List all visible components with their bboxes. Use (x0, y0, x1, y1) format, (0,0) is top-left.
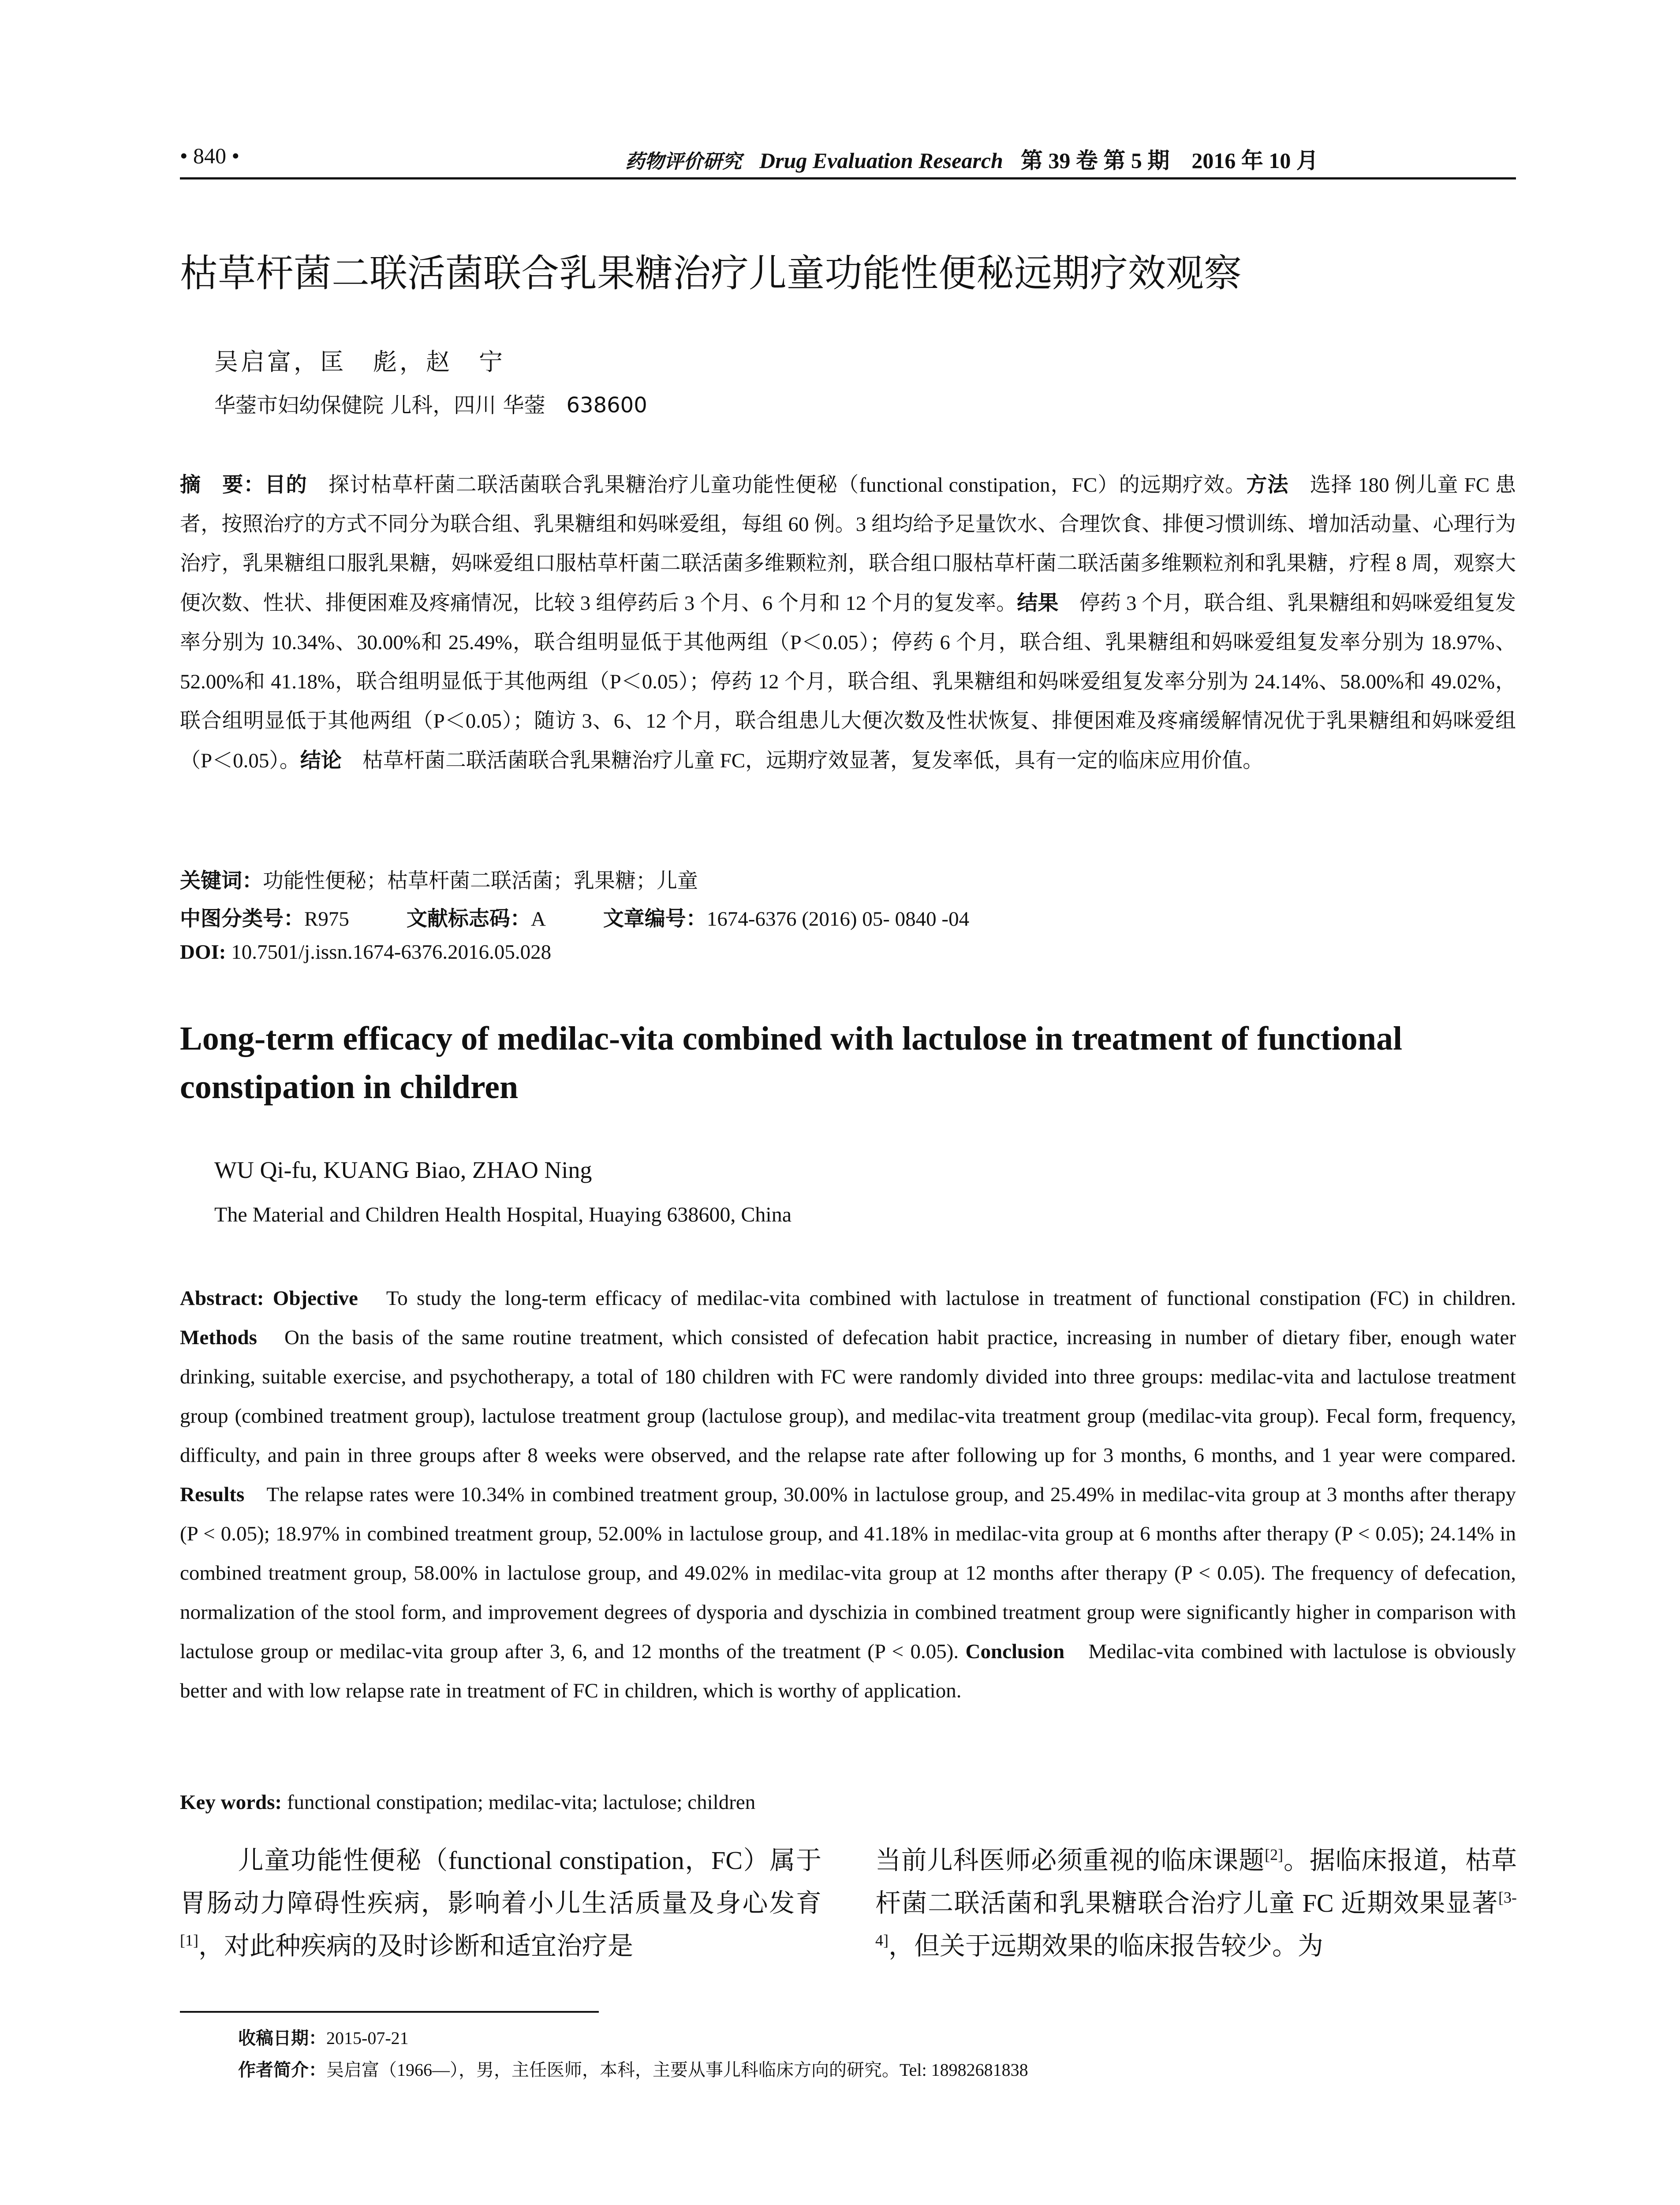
body-right-text-a: 当前儿科医师必须重视的临床课题 (875, 1846, 1265, 1875)
en-objective-text: To study the long-term efficacy of medilac-vita combined with lactulose in treatment of functional constipation (FC) in children. (358, 1287, 1516, 1310)
cn-methods-text: 选择 180 例儿童 FC 患者，按照治疗的方式不同分为联合组、乳果糖组和妈咪爱组，每组 60 例。3 组均给予足量饮水、合理饮食、排便习惯训练、增加活动量、心理行为治疗，乳果糖组口服乳果糖，妈咪爱组口服枯草杆菌二联活菌多维颗粒剂，联合组口服枯草杆菌二联活菌多维颗粒剂和乳果糖，疗程 8 周，观察大便次数、性状、排便困难及疼痛情况，比较 3 组停药后 3 个月、6 个月和 12 个月的复发率。 (180, 474, 1516, 615)
footnote-received (238, 2024, 409, 2049)
en-objective-label: Objective (273, 1287, 358, 1310)
cn-affiliation: 华蓥市妇幼保健院 儿科，四川 华蓥 638600 (214, 393, 647, 418)
cn-methods-label: 方法 (1246, 473, 1289, 497)
en-results-label: Results (180, 1483, 245, 1506)
doc-code-value: A (530, 908, 546, 931)
cn-classification (180, 902, 1516, 932)
running-header (180, 140, 1516, 175)
doi-link[interactable]: 10.7501/j.issn.1674-6376.2016.05.028 (226, 941, 552, 964)
citation-3-4[interactable]: [3-4] (875, 1888, 1517, 1949)
author-label: 作者简介： (238, 2060, 326, 2080)
author-value: 吴启富（1966—），男，主任医师，本科，主要从事儿科临床方向的研究。Tel: 18982681838 (326, 2060, 1028, 2080)
en-keywords-label: Key words: (180, 1791, 282, 1814)
cn-keywords (180, 864, 1516, 894)
cn-title: 枯草杆菌二联活菌联合乳果糖治疗儿童功能性便秘远期疗效观察 (180, 251, 1242, 295)
en-results-text: The relapse rates were 10.34% in combined treatment group, 30.00% in lactulose group, and 25.49% in medilac-vita group at 3 months after therapy (P < 0.05); 18.97% in combined treatment group, 52.00% in lactulose group, and 41.18% in medilac-vita group at 6 months after therapy (P < 0.05); 24.14% in combined treatment group, 58.00% in lactulose group, and 49.02% in medilac-vita group at 12 months after therapy (P < 0.05). The frequency of defecation, normalization of the stool form, and improvement degrees of dysporia and dyschizia in combined treatment group were significantly higher in comparison with lactulose group or medilac-vita group after 3, 6, and 12 months of the treatment (P < 0.05). (180, 1483, 1516, 1663)
cn-authors: 吴启富，匡 彪，赵 宁 (214, 349, 505, 375)
journal-cn-logo: 药物评价研究 (625, 150, 742, 173)
citation-1[interactable]: [1] (180, 1931, 198, 1949)
en-abstract (180, 1279, 1516, 1711)
body-right-text-c: ，但关于远期效果的临床报告较少。为 (889, 1932, 1324, 1960)
article-number-label: 文章编号： (603, 907, 707, 931)
journal-en-name: Drug Evaluation Research (759, 148, 1003, 173)
clc-label: 中图分类号： (180, 907, 304, 931)
en-methods-text: On the basis of the same routine treatment, which consisted of defecation habit practice, increasing in number of dietary fiber, enough water drinking, suitable exercise, and psychotherapy, a total of 180 children with FC were randomly divided into three groups: medilac-vita and lactulose treatment group (combined treatment group), lactulose treatment group (lactulose group), and medilac-vita treatment group (medilac-vita group). Fecal form, frequency, difficulty, and pain in three groups after 8 weeks were observed, and the relapse rate after following up for 3 months, 6 months, and 1 year were compared. (180, 1326, 1516, 1467)
en-keywords-value: functional constipation; medilac-vita; lactulose; children (282, 1791, 756, 1814)
body-column-left (180, 1839, 821, 1967)
en-conclusion-label: Conclusion (965, 1640, 1065, 1663)
body-column-right (875, 1839, 1517, 1967)
cn-results-label: 结果 (1017, 591, 1059, 615)
cn-keywords-value: 功能性便秘；枯草杆菌二联活菌；乳果糖；儿童 (263, 870, 698, 893)
received-label: 收稿日期： (238, 2028, 326, 2048)
received-value: 2015-07-21 (326, 2028, 409, 2048)
en-keywords (180, 1790, 1516, 1814)
cn-abstract-label: 摘 要： (180, 473, 265, 497)
body-left-text-b: ，对此种疾病的及时诊断和适宜治疗是 (198, 1932, 633, 1960)
cn-results-text: 停药 3 个月，联合组、乳果糖组和妈咪爱组复发率分别为 10.34%、30.00%和 25.49%，联合组明显低于其他两组（P＜0.05）；停药 6 个月，联合组、乳果糖组和妈咪爱组复发率分别为 18.97%、52.00%和 41.18%，联合组明显低于其他两组（P＜0.05）；停药 12 个月，联合组、乳果糖组和妈咪爱组复发率分别为 24.14%、58.00%和 49.02%，联合组明显低于其他两组（P＜0.05）；随访 3、6、12 个月，联合组患儿大便次数及性状恢复、排便困难及疼痛缓解情况优于乳果糖组和妈咪爱组（P＜0.05）。 (180, 592, 1516, 772)
cn-abstract (180, 465, 1516, 781)
cn-keywords-label: 关键词： (180, 869, 263, 893)
body-right-text-b: 。据临床报道，枯草杆菌二联活菌和乳果糖联合治疗儿童 FC 近期效果显著 (875, 1846, 1517, 1917)
cn-objective-text: 探讨枯草杆菌二联活菌联合乳果糖治疗儿童功能性便秘（functional constipation，FC）的远期疗效。 (307, 474, 1247, 497)
article-number-value: 1674-6376 (2016) 05- 0840 -04 (706, 908, 970, 931)
clc-value: R975 (304, 908, 349, 931)
citation-2[interactable]: [2] (1265, 1846, 1284, 1864)
journal-line (625, 143, 1318, 175)
en-affiliation: The Material and Children Health Hospital, Huaying 638600, China (214, 1203, 792, 1226)
footnote-rule (180, 2011, 599, 2013)
body-left-text-a: 儿童功能性便秘（functional constipation，FC）属于胃肠动力障碍性疾病，影响着小儿生活质量及身心发育 (180, 1846, 821, 1917)
en-conclusion-text: Medilac-vita combined with lactulose is obviously better and with low relapse rate in treatment of FC in children, which is worthy of application. (180, 1640, 1516, 1702)
doi-line (180, 940, 1516, 964)
doc-code-label: 文献标志码： (406, 907, 531, 931)
cn-conclusion-text: 枯草杆菌二联活菌联合乳果糖治疗儿童 FC，远期疗效显著，复发率低，具有一定的临床应用价值。 (341, 749, 1264, 772)
header-rule (180, 177, 1516, 179)
page-number: • 840 • (180, 143, 240, 168)
en-methods-label: Methods (180, 1326, 257, 1349)
issue-info: 第 39 卷 第 5 期 2016 年 10 月 (1020, 148, 1318, 173)
en-abstract-label: Abstract: (180, 1287, 264, 1310)
cn-conclusion-label: 结论 (300, 748, 342, 773)
doi-label: DOI: (180, 941, 226, 964)
footnote-author (238, 2056, 1028, 2081)
en-title: Long-term efficacy of medilac-vita combined with lactulose in treatment of functional constipation in children (180, 1020, 1403, 1106)
en-authors: WU Qi-fu, KUANG Biao, ZHAO Ning (214, 1157, 592, 1183)
cn-objective-label: 目的 (265, 473, 307, 497)
